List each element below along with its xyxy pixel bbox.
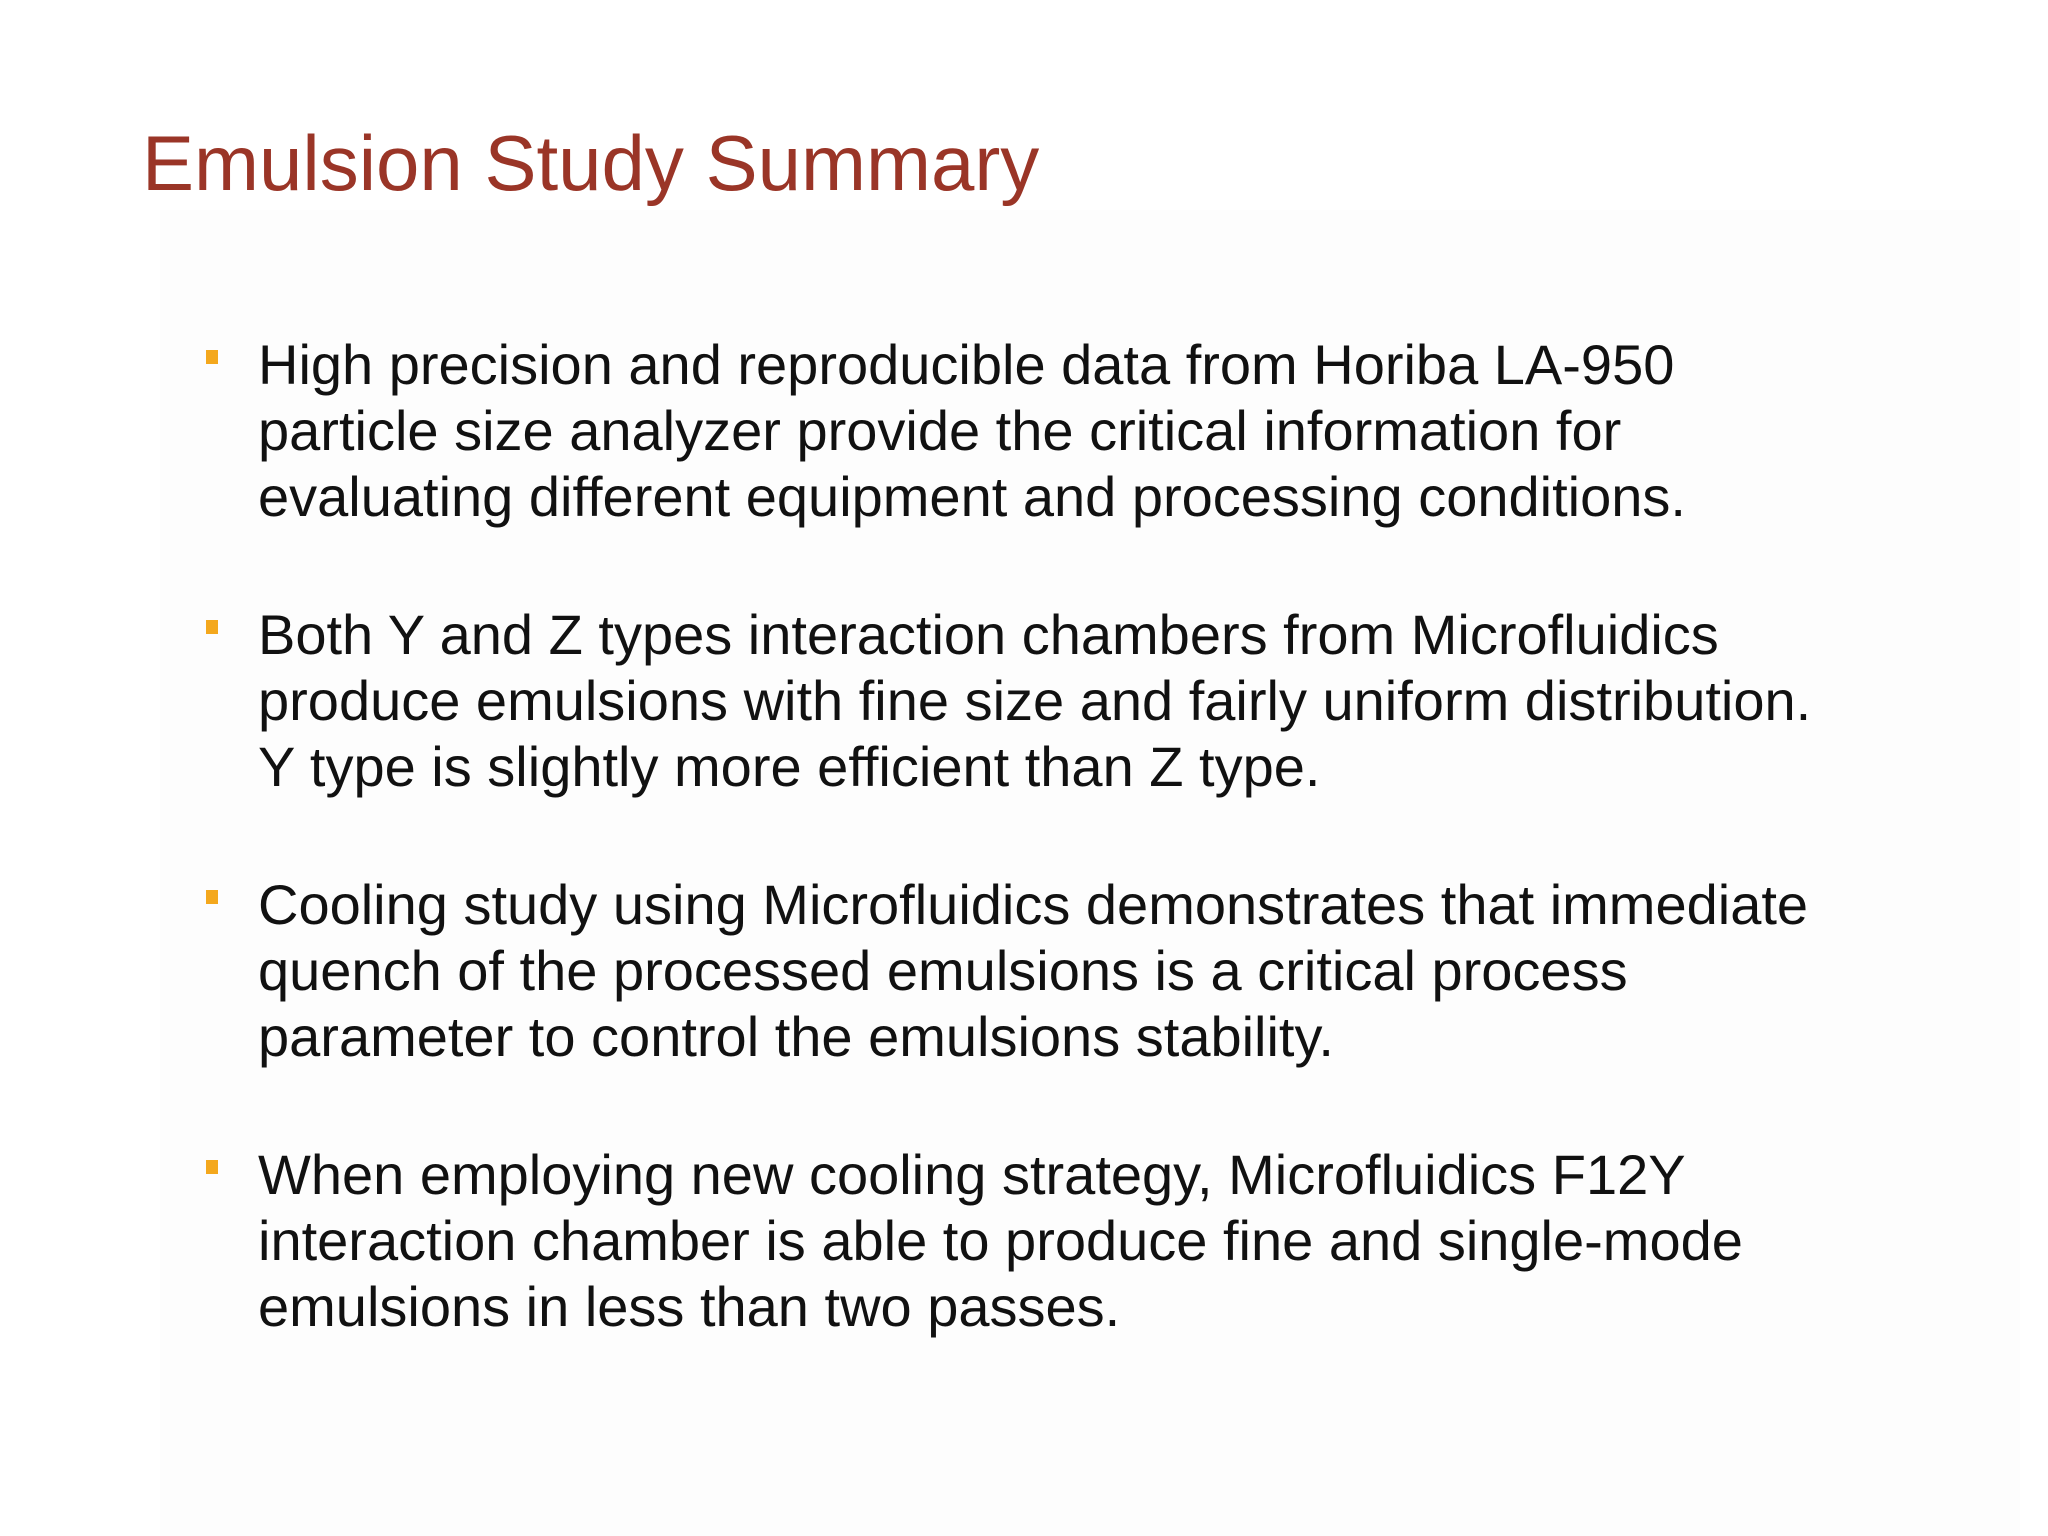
bullet-item-4 (206, 1142, 1906, 1340)
bullet-line: quench of the processed emulsions is a critical process (258, 939, 1628, 1002)
bullet-line: evaluating different equipment and processing conditions. (258, 465, 1686, 528)
bullet-text (258, 1142, 1906, 1340)
bullet-line: particle size analyzer provide the critical information for (258, 399, 1622, 462)
bullet-line: produce emulsions with fine size and fairly uniform distribution. (258, 669, 1812, 732)
bullet-line: Both Y and Z types interaction chambers from Microfluidics (258, 603, 1719, 666)
bullet-text (258, 332, 1906, 530)
bullet-list (206, 332, 1906, 1412)
square-bullet-icon (206, 1160, 218, 1174)
square-bullet-icon (206, 620, 218, 634)
bullet-line: Cooling study using Microfluidics demonstrates that immediate (258, 873, 1809, 936)
square-bullet-icon (206, 350, 218, 364)
bullet-line: High precision and reproducible data from Horiba LA-950 (258, 333, 1675, 396)
bullet-line: parameter to control the emulsions stability. (258, 1005, 1334, 1068)
bullet-line: Y type is slightly more efficient than Z type. (258, 735, 1321, 798)
bullet-text (258, 602, 1906, 800)
bullet-line: emulsions in less than two passes. (258, 1275, 1121, 1338)
square-bullet-icon (206, 890, 218, 904)
slide-title: Emulsion Study Summary (142, 119, 1040, 207)
bullet-text (258, 872, 1906, 1070)
bullet-item-3 (206, 872, 1906, 1070)
bullet-item-2 (206, 602, 1906, 800)
bullet-item-1 (206, 332, 1906, 530)
bullet-line: When employing new cooling strategy, Microfluidics F12Y (258, 1143, 1686, 1206)
bullet-line: interaction chamber is able to produce fine and single-mode (258, 1209, 1743, 1272)
